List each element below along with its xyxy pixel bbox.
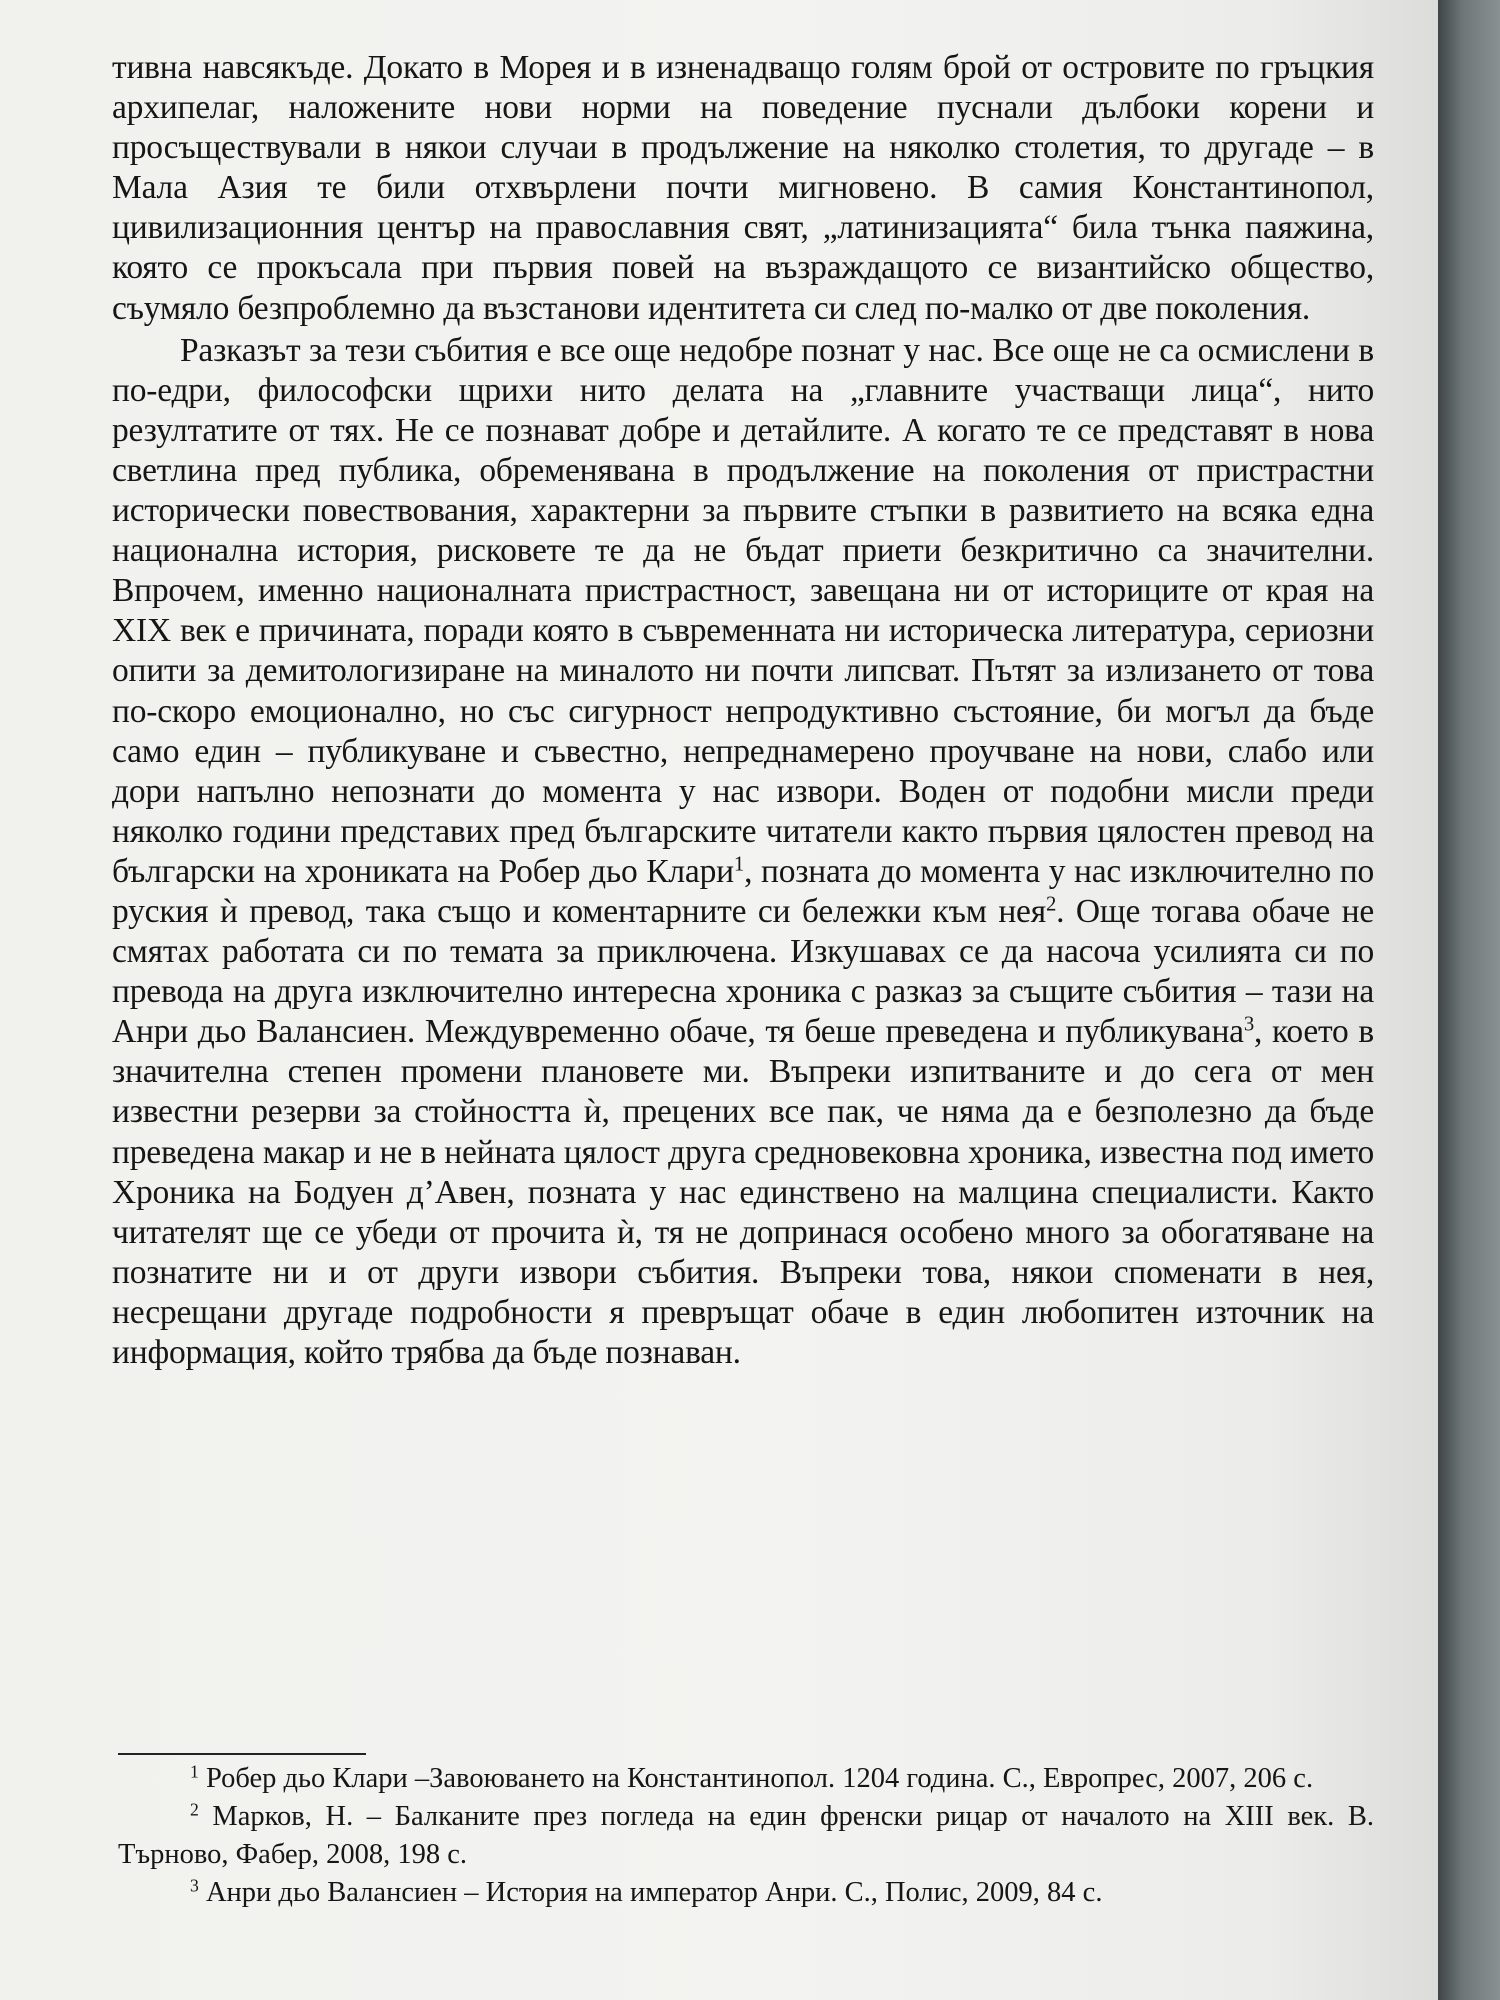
footnote: [118, 1874, 1374, 1912]
footnote: [118, 1760, 1374, 1798]
paragraph: [112, 48, 1374, 329]
body-text: [112, 48, 1374, 1373]
footnote-text: Анри дьо Валансиен – История на император Анри. С., Полис, 2009, 84 с.: [198, 1877, 1103, 1908]
footnote-divider: [118, 1753, 366, 1755]
paragraph-text: , позната до момента у нас изключително по руския ѝ превод, така също и коментарните си бележки към нея: [112, 852, 1374, 930]
paragraph: [112, 331, 1374, 1373]
footnote-number: 1: [190, 1761, 199, 1782]
paragraph-text: тивна навсякъде. Докато в Морея и в изненадващо голям брой от островите по гръцкия архипелаг, наложените нови норми на поведение пуснали дълбоки корени и просъществували в някои случаи в продължение на няколко столетия, то другаде – в Мала Азия те били отхвърлени почти мигновено. В самия Константинопол, цивилизационния център на православния свят, „латинизацията“ била тънка паяжина, която се прокъсала при първия повей на възраждащото се византийско общество, съумяло безпроблемно да възстанови идентитета си след по-малко от две поколения.: [112, 49, 1374, 327]
paragraph-text: Разказът за тези събития е все още недобре познат у нас. Все още не са осмислени в по-едри, философски щрихи нито делата на „главните участващи лица“, нито резултатите от тях. Не се познават добре и детайлите. А когато те се представят в нова светлина пред публика, обременявана в продължение на поколения от пристрастни исторически повествования, характерни за първите стъпки в развитието на всяка една национална история, рисковете те да не бъдат приети безкритично са значителни. Впрочем, именно националната пристрастност, завещана ни от историците от края на XIX век е причината, поради която в съвременната ни историческа литература, сериозни опити за демитологизиране на миналото ни почти липсват. Пътят за излизането от това по-скоро емоционално, но със сигурност непродуктивно състояние, би могъл да бъде само един – публикуване и съвестно, непреднамерено проучване на нови, слабо или дори напълно непознати до момента у нас извори. Воден от подобни мисли преди няколко години представих пред българските читатели както първия цялостен превод на български на хрониката на Робер дьо Клари: [112, 331, 1374, 890]
page-edge-shadow: [1438, 0, 1500, 2000]
footnote-number: 2: [190, 1799, 199, 1820]
footnote-reference: 2: [1045, 892, 1057, 916]
paragraph-text: . Още тогава обаче не смятах работата си по темата за приключена. Изкушавах се да насоча усилията си по превода на друга изключително интересна хроника с разказ за същите събития – тази на Анри дьо Валансиен. Междувременно обаче, тя беше преведена и публикувана: [112, 892, 1375, 1051]
footnote-text: Робер дьо Клари –Завоюването на Константинопол. 1204 година. С., Европрес, 2007, 206 с.: [198, 1763, 1314, 1794]
footnote-number: 3: [190, 1875, 199, 1896]
footnote: [118, 1798, 1374, 1874]
footnote-reference: 3: [1243, 1012, 1255, 1036]
footnote-text: Марков, Н. – Балканите през погледа на един френски рицар от началото на XIII век. В. Търново, Фабер, 2008, 198 с.: [118, 1801, 1374, 1870]
footnotes: [118, 1760, 1374, 1912]
footnote-reference: 1: [733, 852, 745, 876]
paragraph-text: , което в значителна степен промени плановете ми. Въпреки изпитваните и до сега от мен известни резерви за стойността ѝ, прецених все пак, че няма да е безполезно да бъде преведена макар и не в нейната цялост друга средновековна хроника, известна под името Хроника на Бодуен д’Авен, позната у нас единствено на малцина специалисти. Както читателят ще се убеди от прочита ѝ, тя не допринася особено много за обогатяване на познатите ни и от други извори събития. Въпреки това, някои споменати в нея, несрещани другаде подробности я превръщат обаче в един любопитен източник на информация, който трябва да бъде познаван.: [112, 1013, 1374, 1371]
